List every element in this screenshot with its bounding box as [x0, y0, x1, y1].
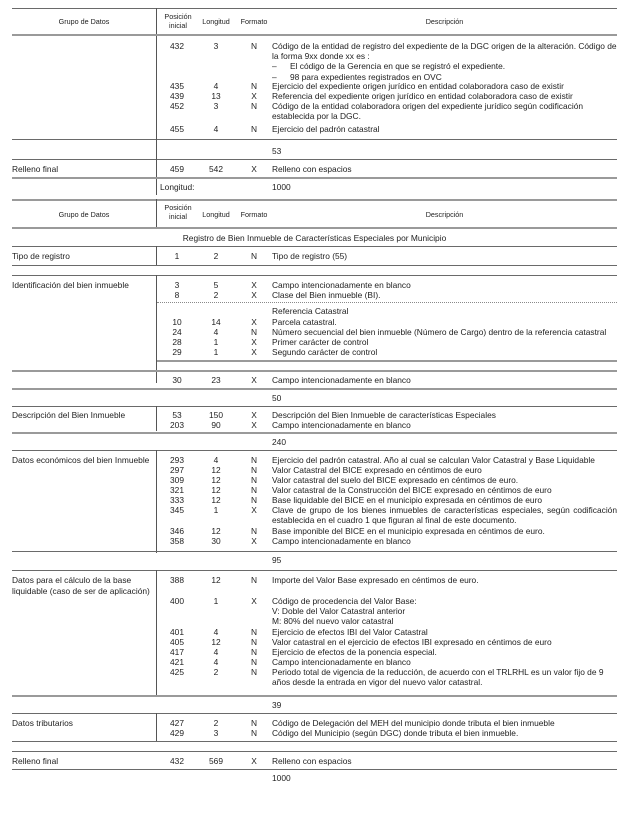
row-fmt: X	[251, 536, 257, 546]
table1-header-grupo: Grupo de Datos	[58, 17, 110, 26]
table1-relleno-len: 542	[209, 164, 223, 174]
list-item: M: 80% del nuevo valor catastral	[272, 616, 394, 627]
row-fmt: N	[250, 485, 258, 495]
table1-relleno-fmt: X	[251, 164, 257, 174]
table1-row-fmt: N	[250, 81, 258, 91]
row-fmt: X	[251, 505, 257, 515]
table1-relleno-pos: 459	[170, 164, 184, 174]
row-rule	[12, 695, 617, 697]
table2-header-posicion: Posición inicial	[164, 203, 192, 221]
table1-total-rule	[12, 177, 617, 179]
row-desc: Parcela catastral.	[272, 317, 337, 327]
row-desc: Valor Catastral del BICE expresado en céntimos de euro	[272, 465, 482, 475]
row-rule	[12, 275, 617, 276]
row-len: 2	[213, 718, 219, 728]
identificacion-subtotal: 50	[272, 393, 282, 403]
row-fmt: N	[250, 667, 258, 677]
table1-row-pos: 439	[170, 91, 184, 101]
table1-relleno-rule	[12, 159, 617, 160]
row-pos: 421	[170, 657, 184, 667]
row-fmt: N	[250, 455, 258, 465]
row-desc: Base imponible del BICE en el municipio expresada en céntimos de euro.	[272, 526, 545, 536]
row-rule	[12, 570, 617, 571]
row-fmt: X	[251, 337, 257, 347]
base-liquidable-subtotal: 39	[272, 700, 282, 710]
table2-column-divider	[156, 246, 157, 265]
row-desc: Base liquidable del BICE en el municipio expresada en céntimos de euro	[272, 495, 543, 505]
row-pos: 401	[170, 627, 184, 637]
row-len: 12	[211, 465, 221, 475]
row-len: 4	[213, 327, 219, 337]
row-desc: Importe del Valor Base expresado en céntimos de euro.	[272, 575, 479, 585]
table2-title-rule	[12, 246, 617, 247]
descripcion-group: Descripción del Bien Inmueble	[12, 410, 126, 420]
row-len: 12	[211, 475, 221, 485]
row-fmt: X	[251, 410, 257, 420]
table1-row-desc: Referencia del expediente origen jurídico en entidad colaboradora caso de existir	[272, 91, 573, 101]
row-fmt: N	[250, 327, 258, 337]
row-rule	[157, 360, 617, 362]
relleno-group: Relleno final	[12, 756, 59, 766]
row-pos: 297	[170, 465, 184, 475]
row-desc: Periodo total de vigencia de la reducción, de acuerdo con el TRLRHL es un valor fijo de 9 años desde la entrada en vigor del nuevo valor catastral.	[272, 667, 604, 688]
table1-row-pos: 455	[170, 124, 184, 134]
row-len: 2	[213, 667, 219, 677]
referencia-catastral-title: Referencia Catastral	[272, 306, 349, 316]
row-fmt: N	[250, 637, 258, 647]
economicos-group: Datos económicos del bien Inmueble	[12, 455, 150, 465]
row-desc: Campo intencionadamente en blanco	[272, 536, 411, 546]
row-desc: Clase del Bien inmueble (BI).	[272, 290, 381, 300]
table1-relleno-group: Relleno final	[12, 164, 59, 174]
row-fmt: N	[250, 627, 258, 637]
row-pos: 30	[172, 375, 182, 385]
row-pos: 400	[170, 596, 184, 606]
row-rule	[12, 551, 617, 552]
table2-header-descripcion: Descripción	[425, 210, 464, 219]
relleno-desc: Relleno con espacios	[272, 756, 352, 766]
row-fmt: N	[250, 718, 258, 728]
relleno-fmt: X	[251, 756, 257, 766]
row-pos: 53	[172, 410, 182, 420]
row-len: 12	[211, 637, 221, 647]
row-len: 150	[209, 410, 223, 420]
relleno-pos: 432	[170, 756, 184, 766]
tipo-registro-pos: 1	[174, 251, 180, 261]
row-desc: Valor catastral en el ejercicio de efectos IBI expresado en céntimos de euro	[272, 637, 552, 647]
row-desc: Código de procedencia del Valor Base: V: Doble del Valor Catastral anterior M: 80% del nuevo valor catastral	[272, 596, 617, 627]
list-item: – El código de la Gerencia en que se registró el expediente.	[272, 61, 617, 71]
row-desc: Valor catastral de la Construcción del BICE expresado en céntimos de euro	[272, 485, 552, 495]
row-pos: 427	[170, 718, 184, 728]
row-pos: 28	[172, 337, 182, 347]
table2-title: Registro de Bien Inmueble de Características Especiales por Municipio	[182, 233, 447, 243]
row-fmt: X	[251, 347, 257, 357]
row-fmt: N	[250, 495, 258, 505]
table1-row-pos: 432	[170, 41, 184, 51]
table1-subtotal-rule	[12, 139, 617, 140]
row-pos: 358	[170, 536, 184, 546]
table1-header-formato: Formato	[240, 17, 268, 26]
row-fmt: X	[251, 596, 257, 606]
tributarios-group: Datos tributarios	[12, 718, 73, 728]
table1-header-rule	[12, 34, 617, 36]
table1-row-fmt: N	[250, 41, 258, 51]
tipo-registro-len: 2	[213, 251, 219, 261]
row-len: 4	[213, 647, 219, 657]
table1-subtotal: 53	[272, 146, 282, 156]
table1-row-fmt: X	[251, 91, 257, 101]
table2-header-formato: Formato	[240, 210, 268, 219]
row-rule	[12, 751, 617, 752]
row-len: 4	[213, 627, 219, 637]
table1-relleno-desc: Relleno con espacios	[272, 164, 352, 174]
row-len: 12	[211, 495, 221, 505]
row-desc: Campo intencionadamente en blanco	[272, 657, 411, 667]
row-fmt: N	[250, 475, 258, 485]
relleno-len: 569	[209, 756, 223, 766]
table1-row-desc: Ejercicio del expediente origen jurídico en entidad colaboradora caso de existir	[272, 81, 564, 91]
table1-row-pos: 435	[170, 81, 184, 91]
row-len: 4	[213, 455, 219, 465]
row-pos: 405	[170, 637, 184, 647]
table1-column-divider	[156, 94, 157, 140]
table1-row-fmt: N	[250, 124, 258, 134]
row-fmt: X	[251, 375, 257, 385]
table2-total: 1000	[272, 773, 291, 783]
row-fmt: N	[250, 526, 258, 536]
row-pos: 203	[170, 420, 184, 430]
row-len: 30	[211, 536, 221, 546]
row-len: 1	[213, 337, 219, 347]
table2-header-grupo: Grupo de Datos	[58, 210, 110, 219]
row-pos: 429	[170, 728, 184, 738]
row-len: 1	[213, 347, 219, 357]
table1-header-descripcion: Descripción	[425, 17, 464, 26]
row-desc: Campo intencionadamente en blanco	[272, 280, 411, 290]
row-len: 12	[211, 575, 221, 585]
table1-top-rule	[12, 8, 617, 9]
row-pos: 388	[170, 575, 184, 585]
table1-column-divider	[156, 139, 157, 159]
row-fmt: N	[250, 575, 258, 585]
row-rule	[12, 450, 617, 451]
table1-row-len: 3	[213, 41, 219, 51]
table1-longitud-label: Longitud:	[160, 182, 195, 192]
row-pos: 293	[170, 455, 184, 465]
row-fmt: N	[250, 647, 258, 657]
row-desc: Segundo carácter de control	[272, 347, 378, 357]
table1-row-desc: Ejercicio del padrón catastral	[272, 124, 380, 134]
row-fmt: X	[251, 280, 257, 290]
table1-header-posicion: Posición inicial	[164, 12, 192, 30]
row-desc: Ejercicio del padrón catastral. Año al cual se calculan Valor Catastral y Base Liquidable	[272, 455, 595, 465]
row-pos: 10	[172, 317, 182, 327]
row-desc: Clave de grupo de los bienes inmuebles de características especiales, según codificación establecida en el cuadro 1 que figuran al final de este documento.	[272, 505, 617, 526]
row-desc: Valor catastral del suelo del BICE expresado en céntimos de euro.	[272, 475, 519, 485]
row-desc: Campo intencionadamente en blanco	[272, 375, 411, 385]
table2-header-longitud: Longitud	[202, 210, 230, 219]
row-pos: 29	[172, 347, 182, 357]
identificacion-group: Identificación del bien inmueble	[12, 280, 129, 290]
row-len: 23	[211, 375, 221, 385]
row-rule	[12, 713, 617, 714]
row-pos: 3	[174, 280, 180, 290]
table2-top-rule	[12, 199, 617, 201]
row-pos: 425	[170, 667, 184, 677]
row-len: 3	[213, 728, 219, 738]
list-item: V: Doble del Valor Catastral anterior	[272, 606, 406, 617]
base-liquidable-group: Datos para el cálculo de la base liquidable (caso de ser de aplicación)	[12, 575, 150, 596]
row-fmt: X	[251, 317, 257, 327]
row-rule	[12, 265, 617, 266]
row-len: 12	[211, 526, 221, 536]
economicos-subtotal: 95	[272, 555, 282, 565]
row-pos: 417	[170, 647, 184, 657]
row-fmt: N	[250, 465, 258, 475]
row-rule	[12, 388, 617, 390]
row-desc: Primer carácter de control	[272, 337, 369, 347]
row-fmt: X	[251, 290, 257, 300]
row-rule	[157, 302, 617, 303]
table1-row-pos: 452	[170, 101, 184, 111]
row-pos: 24	[172, 327, 182, 337]
row-desc: Ejercicio de efectos de la ponencia especial.	[272, 647, 437, 657]
row-desc: Número secuencial del bien inmueble (Número de Cargo) dentro de la referencia catastral	[272, 327, 607, 337]
table1-longitud-total: 1000	[272, 182, 291, 192]
row-len: 12	[211, 485, 221, 495]
descripcion-subtotal: 240	[272, 437, 286, 447]
table2-header-rule	[12, 227, 617, 229]
row-rule	[12, 741, 617, 742]
row-fmt: N	[250, 657, 258, 667]
row-len: 90	[211, 420, 221, 430]
row-desc: Ejercicio de efectos IBI del Valor Catastral	[272, 627, 428, 637]
row-desc: Código de Delegación del MEH del municipio donde tributa el bien inmueble	[272, 718, 555, 728]
tipo-registro-group: Tipo de registro	[12, 251, 70, 261]
row-rule	[12, 370, 617, 372]
table1-row-len: 13	[211, 91, 221, 101]
row-len: 1	[213, 596, 219, 606]
table1-header-longitud: Longitud	[202, 17, 230, 26]
row-rule	[12, 432, 617, 434]
table1-row-len: 4	[213, 124, 219, 134]
table1-row-desc: Código de la entidad colaboradora origen del expediente jurídico según codificación establecida por la DGC.	[272, 101, 584, 122]
row-pos: 309	[170, 475, 184, 485]
row-pos: 346	[170, 526, 184, 536]
tipo-registro-desc: Tipo de registro (55)	[272, 251, 348, 261]
row-pos: 345	[170, 505, 184, 515]
row-desc: Código del Municipio (según DGC) donde tributa el bien inmueble.	[272, 728, 519, 738]
row-rule	[12, 406, 617, 407]
row-desc: Campo intencionadamente en blanco	[272, 420, 411, 430]
row-desc: Descripción del Bien Inmueble de características Especiales	[272, 410, 496, 420]
row-fmt: N	[250, 728, 258, 738]
row-pos: 321	[170, 485, 184, 495]
row-len: 4	[213, 657, 219, 667]
row-pos: 8	[174, 290, 180, 300]
row-len: 14	[211, 317, 221, 327]
table1-row-len: 4	[213, 81, 219, 91]
list-item: – 98 para expedientes registrados en OVC	[272, 72, 617, 82]
tipo-registro-fmt: N	[250, 251, 258, 261]
row-fmt: X	[251, 420, 257, 430]
row-len: 2	[213, 290, 219, 300]
table1-row-fmt: N	[250, 101, 258, 111]
table1-row-desc: Código de la entidad de registro del expediente de la DGC origen de la alteración. Código de la forma 9xx donde xx es : – El código de la Gerencia en que se registró el expediente. – 98 para expedientes registrados en OVC	[272, 41, 617, 82]
table2-column-divider	[156, 199, 157, 227]
row-rule	[12, 769, 617, 770]
row-len: 5	[213, 280, 219, 290]
row-pos: 333	[170, 495, 184, 505]
row-len: 1	[213, 505, 219, 515]
table1-row-len: 3	[213, 101, 219, 111]
